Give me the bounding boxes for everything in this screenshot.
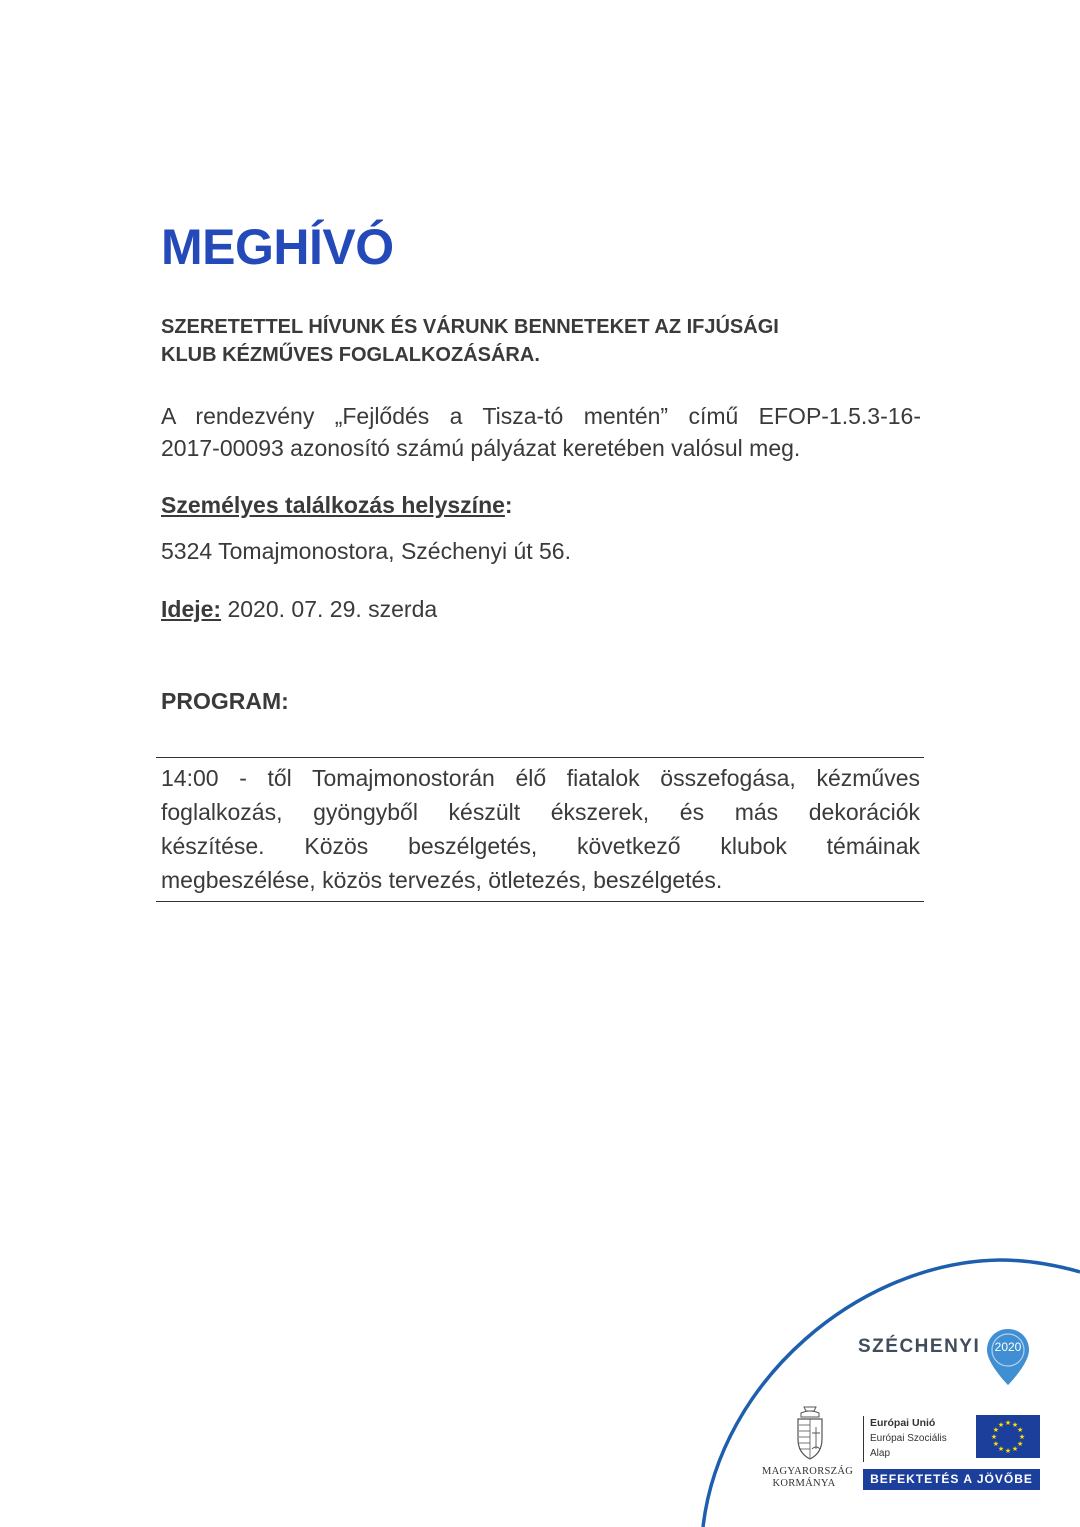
time-value: 2020. 07. 29. szerda: [221, 596, 438, 622]
eu-star-icon: ★: [992, 1441, 1000, 1448]
government-line-1: MAGYARORSZÁG: [762, 1466, 854, 1477]
eu-line-2: Európai Szociális: [870, 1433, 947, 1444]
eu-star-icon: ★: [1011, 1421, 1019, 1429]
eu-line-3: Alap: [870, 1448, 891, 1459]
eu-star-icon: ★: [1004, 1448, 1012, 1455]
eu-stars: [976, 1415, 1040, 1458]
eu-line-1: Európai Unió: [870, 1417, 936, 1429]
eu-star-icon: ★: [1018, 1434, 1026, 1441]
eu-star-icon: ★: [1011, 1446, 1019, 1454]
eu-star-icon: ★: [997, 1421, 1005, 1429]
invest-banner: BEFEKTETÉS A JÖVŐBE: [863, 1469, 1040, 1490]
szechenyi-logo-text: SZÉCHENYI: [858, 1336, 981, 1357]
eu-divider: [863, 1416, 864, 1462]
eu-star-icon: ★: [1016, 1427, 1024, 1434]
location-heading-label: Személyes találkozás helyszíne: [161, 492, 505, 518]
intro-line: KLUB KÉZMŰVES FOGLALKOZÁSÁRA.: [161, 344, 540, 366]
program-line: foglalkozás, gyöngyből készült ékszerek, és más dekorációk: [161, 799, 920, 825]
paragraph-line: A rendezvény „Fejlődés a Tisza-tó mentén” című EFOP-1.5.3-16-: [161, 403, 921, 429]
program-line: készítése. Közös beszélgetés, következő klubok témáinak: [161, 833, 920, 859]
location-heading-colon: :: [504, 492, 513, 518]
government-label: [762, 1466, 854, 1490]
eu-star-icon: ★: [990, 1434, 998, 1441]
eu-flag-icon: [976, 1415, 1040, 1458]
szechenyi-pin-icon: [985, 1327, 1031, 1387]
szechenyi-year: 2020: [994, 1340, 1022, 1354]
intro-line: SZERETETTEL HÍVUNK ÉS VÁRUNK BENNETEKET AZ IFJÚSÁGI: [161, 316, 779, 338]
government-line-2: KORMÁNYA: [772, 1478, 836, 1489]
address-text: 5324 Tomajmonostora, Széchenyi út 56.: [161, 538, 571, 564]
page-title: MEGHÍVÓ: [161, 219, 394, 275]
program-line: megbeszélése, közös tervezés, ötletezés, beszélgetés.: [161, 867, 723, 893]
eu-star-icon: ★: [1016, 1441, 1024, 1448]
eu-fund-label: [870, 1416, 947, 1461]
program-line: 14:00 - től Tomajmonostorán élő fiatalok összefogása, kézműves: [161, 765, 920, 791]
paragraph-line: 2017-00093 azonosító számú pályázat keretében valósul meg.: [161, 435, 801, 461]
time-label: Ideje:: [161, 596, 222, 622]
hungary-crest-icon: [793, 1405, 827, 1461]
program-heading: PROGRAM:: [161, 688, 289, 714]
eu-star-icon: ★: [992, 1427, 1000, 1434]
eu-star-icon: ★: [997, 1446, 1005, 1454]
eu-star-icon: ★: [1004, 1420, 1012, 1427]
